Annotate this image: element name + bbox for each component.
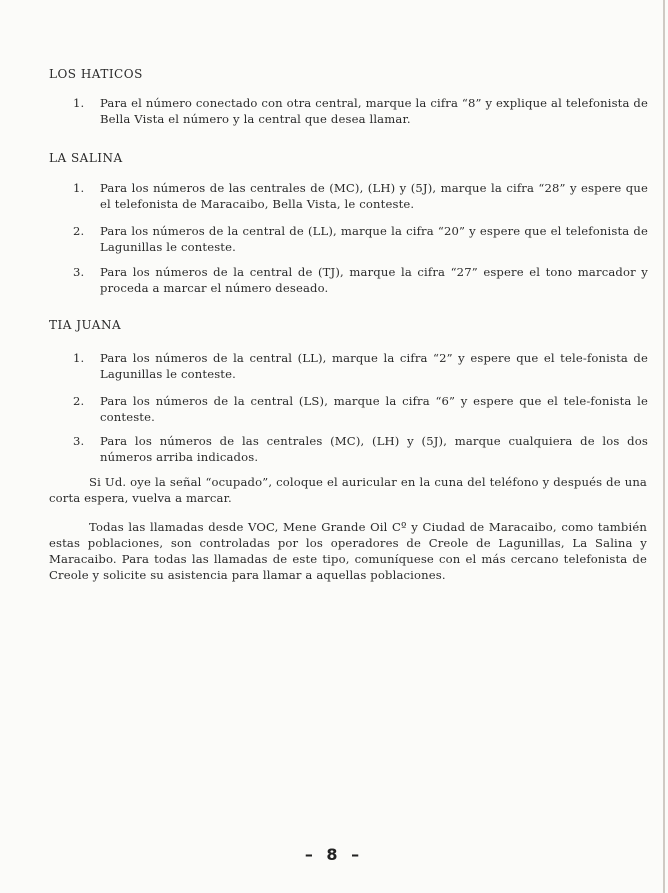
item-number: 3. (73, 434, 85, 448)
section-heading-tia-juana: TIA JUANA (49, 318, 122, 332)
item-number: 2. (73, 394, 85, 408)
busy-signal-paragraph: Si Ud. oye la señal “ocupado”, coloque el auricular en la cuna del teléfono y después de una corta espera, vuelva a marcar. (49, 475, 647, 505)
page-number: – 8 – (304, 845, 364, 864)
item-number: 1. (73, 351, 85, 365)
item-text: Para los números de las centrales de (MC), (LH) y (5J), marque la cifra “28” y espere que el telefonista de Maracaibo, Bella Vista, le conteste. (100, 181, 648, 211)
item-text: Para los números de las centrales (MC), (LH) y (5J), marque cualquiera de los dos números arriba indicados. (100, 434, 648, 464)
item-text: Para el número conectado con otra central, marque la cifra “8” y explique al telefonista de Bella Vista el número y la central que desea llamar. (100, 96, 648, 126)
long-distance-paragraph: Todas las llamadas desde VOC, Mene Grande Oil Cº y Ciudad de Maracaibo, como también estas poblaciones, son controladas por los operadores de Creole de Lagunillas, La Salina y Maracaibo. Para todas las llamadas de este tipo, comuníquese con el más cercano telefonista de Creole y solicite su asistencia para llamar a aquellas poblaciones. (49, 520, 647, 582)
item-number: 3. (73, 265, 85, 279)
section-heading-la-salina: LA SALINA (49, 151, 123, 165)
list-item (73, 180, 648, 212)
list-item (73, 350, 648, 382)
list-item (73, 433, 648, 465)
item-number: 1. (73, 96, 85, 110)
item-text: Para los números de la central (LL), marque la cifra “2” y espere que el tele-fonista de Lagunillas le conteste. (100, 351, 648, 381)
item-number: 1. (73, 181, 85, 195)
list-item (73, 223, 648, 255)
section-heading-los-haticos: LOS HATICOS (49, 67, 143, 81)
item-text: Para los números de la central (LS), marque la cifra “6” y espere que el tele-fonista le conteste. (100, 394, 648, 424)
item-text: Para los números de la central de (LL), marque la cifra “20” y espere que el telefonista de Lagunillas le conteste. (100, 224, 648, 254)
list-item (73, 95, 648, 127)
page-binding-edge (663, 0, 665, 893)
list-item (73, 393, 648, 425)
item-number: 2. (73, 224, 85, 238)
item-text: Para los números de la central de (TJ), marque la cifra “27” espere el tono marcador y proceda a marcar el número deseado. (100, 265, 648, 295)
list-item (73, 264, 648, 296)
